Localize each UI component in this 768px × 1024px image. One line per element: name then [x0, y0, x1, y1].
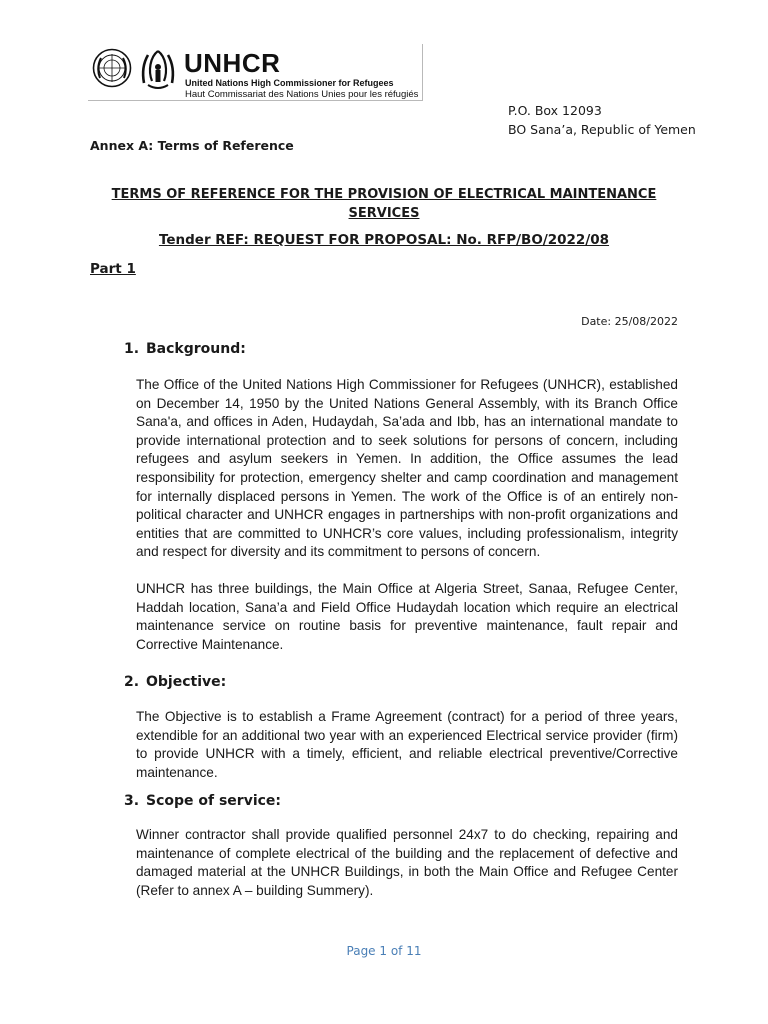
- section-number: 1.: [124, 341, 140, 357]
- document-date: Date: 25/08/2022: [581, 315, 678, 328]
- section-number: 2.: [124, 674, 140, 690]
- section-heading-background: [124, 341, 246, 357]
- objective-paragraph: The Objective is to establish a Frame Agreement (contract) for a period of three years, extendible for an additional two year with an experienced Electrical service provider (firm) to provide UNHCR with a timely, efficient, and reliable electrical preventive/Corrective maintenance.: [136, 709, 678, 780]
- section-heading-objective: [124, 674, 226, 690]
- unhcr-emblem-icon: [138, 47, 178, 91]
- background-paragraph-2: UNHCR has three buildings, the Main Office at Algeria Street, Sanaa, Refugee Center, Haddah location, Sana’a and Field Office Hudaydah location which require an electrical maintenance service on routine basis for preventive maintenance, fault repair and Corrective Maintenance.: [136, 581, 678, 652]
- logo-subtitle-french: Haut Commissariat des Nations Unies pour les réfugiés: [185, 89, 419, 100]
- address-line-2: BO Sana’a, Republic of Yemen: [508, 122, 696, 137]
- section-heading-scope: [124, 793, 281, 809]
- part-label: Part 1: [90, 261, 136, 277]
- section-title: Objective:: [146, 674, 227, 690]
- postal-address: [508, 101, 696, 139]
- address-line-1: P.O. Box 12093: [508, 103, 602, 118]
- section-number: 3.: [124, 793, 140, 809]
- section-title: Scope of service:: [146, 793, 282, 809]
- un-emblem-icon: [92, 48, 132, 88]
- background-paragraph-1: The Office of the United Nations High Commissioner for Refugees (UNHCR), established on December 14, 1950 by the United Nations General Assembly, with its Branch Office Sana'a, and offices in Aden, Hudaydah, Sa’ada and Ibb, has an international mandate to provide international protection and to seek solutions for persons of concern, including refugees and asylum seekers in Yemen. In addition, the Office assumes the lead responsibility for protection, emergency shelter and camp coordination and management for internally displaced persons in Yemen. The work of the Office is of an entirely non-political character and UNHCR engages in partnerships with non-profit organizations and entities that are committed to UNHCR’s core values, including professionalism, integrity and respect for diversity and its commitment to persons of concern.: [136, 377, 678, 560]
- document-title: [90, 185, 678, 223]
- section-title: Background:: [146, 341, 246, 357]
- annex-label: Annex A: Terms of Reference: [90, 138, 294, 153]
- logo-wordmark: UNHCR: [184, 48, 281, 78]
- unhcr-logo-header: [88, 44, 423, 101]
- title-line-1: TERMS OF REFERENCE FOR THE PROVISION OF ELECTRICAL MAINTENANCE: [111, 187, 657, 202]
- tender-reference: Tender REF: REQUEST FOR PROPOSAL: No. RFP/BO/2022/08: [158, 232, 610, 248]
- logo-subtitle-english: United Nations High Commissioner for Refugees: [185, 78, 394, 88]
- page-number-footer: Page 1 of 11: [346, 944, 422, 958]
- title-line-2: SERVICES: [348, 206, 420, 221]
- scope-paragraph: Winner contractor shall provide qualified personnel 24x7 to do checking, repairing and maintenance of complete electrical of the building and the replacement of defective and damaged material at the UNHCR Buildings, in both the Main Office and Refugee Center (Refer to annex A – building Summery).: [136, 827, 678, 898]
